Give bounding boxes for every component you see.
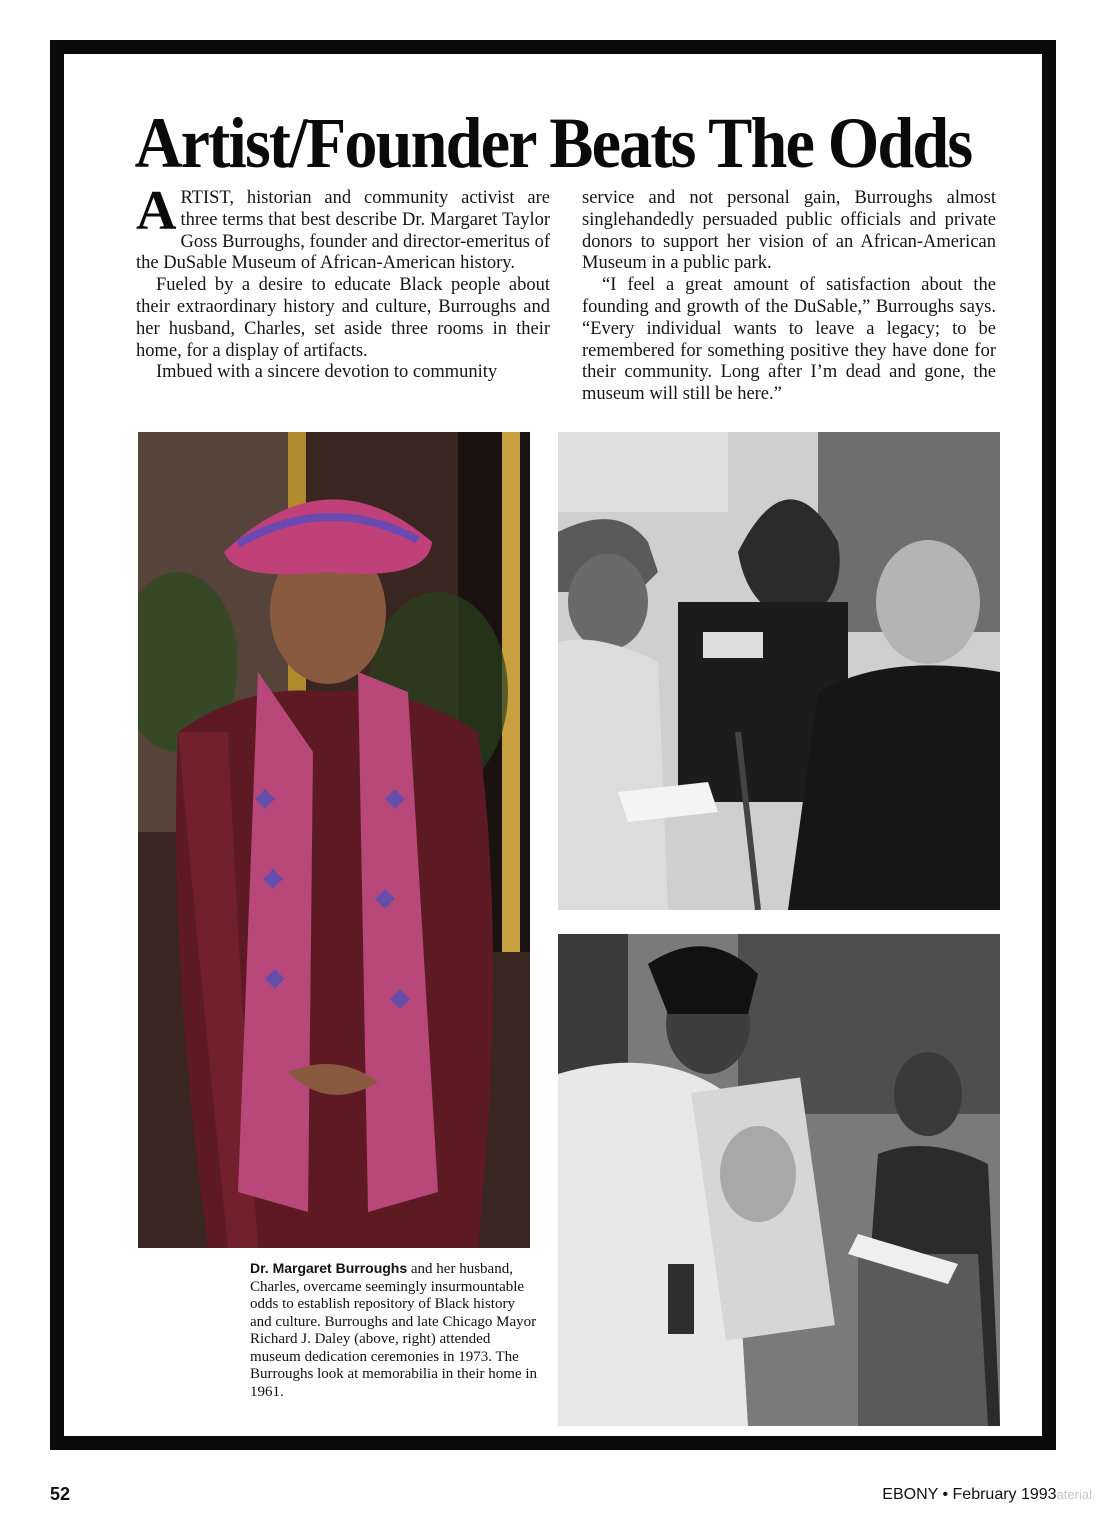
photo-home-1961 (558, 934, 1000, 1426)
issue-date: February 1993 (952, 1486, 1057, 1503)
article-frame (50, 40, 1056, 1450)
paragraph-1 (136, 180, 550, 275)
article-column-left (136, 180, 550, 384)
page-number: 52 (50, 1484, 71, 1504)
folio (882, 1486, 1092, 1504)
home-illustration (558, 934, 1000, 1426)
photo-portrait-burroughs (138, 432, 530, 1248)
folio-separator: • (938, 1486, 953, 1503)
paragraph-4: service and not personal gain, Burroughs almost singlehandedly persuaded public officials and private donors to support her vision of an African-American Museum in a public park. (582, 188, 996, 274)
paragraph-5: “I feel a great amount of satisfaction about the founding and growth of the DuSable,” Burroughs says. “Every individual wants to leave a legacy; to be remembered for something positive they have done for their community. Long after I’m dead and gone, the museum will still be here.” (582, 275, 996, 405)
photo-dedication-1973 (558, 432, 1000, 910)
paragraph-2: Fueled by a desire to educate Black people about their extraordinary history and culture, Burroughs and her husband, Charles, set aside three rooms in their home, for a display of artifacts. (136, 275, 550, 361)
drop-cap: A (136, 180, 177, 242)
paragraph-3: Imbued with a sincere devotion to community (156, 362, 498, 383)
paragraph-1-text: RTIST, historian and community activist are three terms that best describe Dr. Margaret Taylor Goss Burroughs, founder and director-emeritus of the DuSable Museum of African-American history. (136, 188, 550, 274)
caption-lead: Dr. Margaret Burroughs (250, 1260, 408, 1276)
article-headline: Artist/Founder Beats The Odds (134, 103, 972, 183)
watermark-text: aterial (1056, 1487, 1092, 1502)
portrait-illustration (138, 432, 530, 1248)
dedication-illustration (558, 432, 1000, 910)
caption-text: and her husband, Charles, overcame seemingly insurmountable odds to establish repository of Black history and culture. Burroughs and late Chicago Mayor Richard J. Daley (above, right) attended museum dedication ceremonies in 1973. The Burroughs look at memorabilia in their home in 1961. (250, 1261, 538, 1400)
article-column-right (582, 188, 996, 406)
photo-caption (250, 1260, 540, 1401)
magazine-name: EBONY (882, 1486, 939, 1503)
